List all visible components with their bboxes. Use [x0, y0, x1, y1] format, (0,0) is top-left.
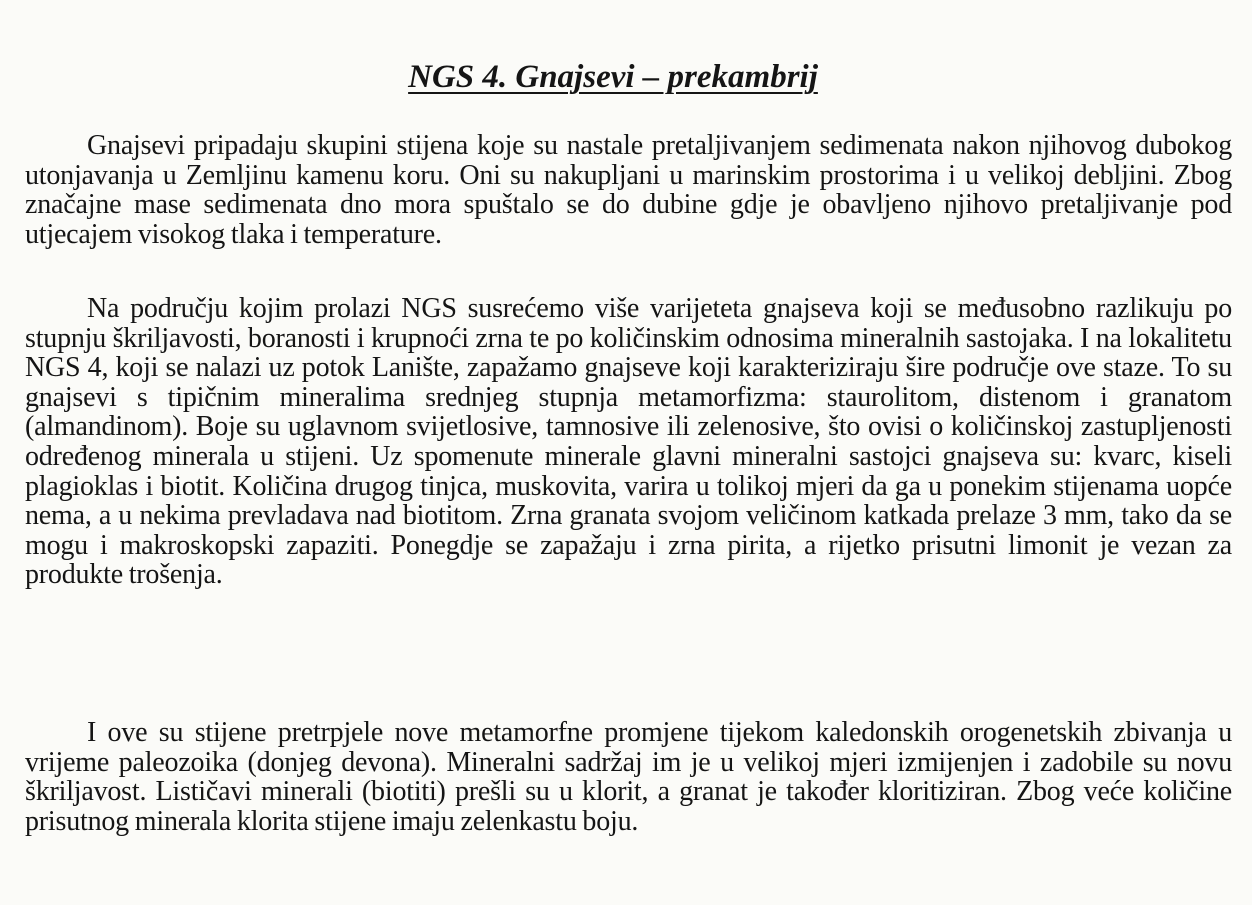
- paragraph-2: Na području kojim prolazi NGS susrećemo više varijeteta gnajseva koji se međusobno razlikuju po stupnju škriljavosti, boranosti i krupnoći zrna te po količinskim odnosima mineralnih sastojaka. I na lokalitetu NGS 4, koji se nalazi uz potok Lanište, zapažamo gnajseve koji karakteriziraju šire područje ove staze. To su gnajsevi s tipičnim mineralima srednjeg stupnja metamorfizma: staurolitom, distenom i granatom (almandinom). Boje su uglavnom svijetlosive, tamnosive ili zelenosive, što ovisi o količinskoj zastupljenosti određenog minerala u stijeni. Uz spomenute minerale glavni mineralni sastojci gnajseva su: kvarc, kiseli plagioklas i biotit. Količina drugog tinjca, muskovita, varira u tolikoj mjeri da ga u ponekim stijenama uopće nema, a u nekima prevladava nad biotitom. Zrna granata svojom veličinom katkada prelaze 3 mm, tako da se mogu i makroskopski zapaziti. Ponegdje se zapažaju i zrna pirita, a rijetko prisutni limonit je vezan za produkte trošenja.: [25, 293, 1232, 591]
- paragraph-1: Gnajsevi pripadaju skupini stijena koje su nastale pretaljivanjem sedimenata nakon njihovog dubokog utonjavanja u Zemljinu kamenu koru. Oni su nakupljani u marinskim prostorima i u velikoj debljini. Zbog značajne mase sedimenata dno mora spuštalo se do dubine gdje je obavljeno njihovo pretaljivanje pod utjecajem visokog tlaka i temperature.: [25, 130, 1232, 250]
- page-title: NGS 4. Gnajsevi – prekambrij: [408, 59, 818, 95]
- paragraph-3: I ove su stijene pretrpjele nove metamorfne promjene tijekom kaledonskih orogenetskih zbivanja u vrijeme paleozoika (donjeg devona). Mineralni sadržaj im je u velikoj mjeri izmijenjen i zadobile su novu škriljavost. Lističavi minerali (biotiti) prešli su u klorit, a granat je također kloritiziran. Zbog veće količine prisutnog minerala klorita stijene imaju zelenkastu boju.: [25, 717, 1232, 837]
